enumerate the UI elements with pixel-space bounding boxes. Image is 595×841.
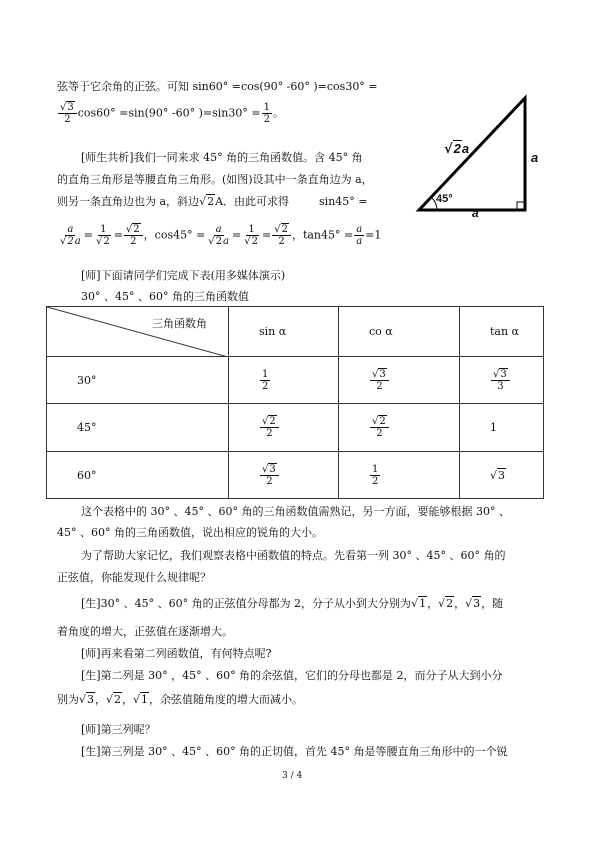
- table-header-row: [47, 307, 544, 357]
- para8-line1: [师]第三列呢？: [81, 723, 156, 736]
- sqrt-1: √1: [133, 693, 149, 706]
- row-sin: $\frac{√2}{2}$: [229, 404, 339, 452]
- para1-line2-text: cos60° =sin(90° -60° )=sin30° =: [77, 106, 261, 120]
- sqrt-3: √3: [465, 597, 481, 610]
- fraction-a-over-a: $\frac{a}{a}$: [356, 224, 363, 247]
- fraction-1-over-sqrt2-cos: $\frac{1}{√2}$: [244, 224, 258, 247]
- para2-line2: 的直角三角形是等腰直角三角形。(如图)设其中一条直角边为 a，: [57, 173, 373, 186]
- isosceles-right-triangle-figure: [415, 94, 545, 214]
- table-row: [47, 404, 544, 452]
- trig-values-table: [46, 306, 544, 499]
- sqrt-2: √2: [438, 597, 454, 610]
- row-cos: $\frac{√3}{2}$: [339, 357, 460, 404]
- para7-line1: [生]第二列是 30° ，45° 、60° 角的余弦值，它们的分母也都是 2，而分子从大到小分: [81, 669, 503, 682]
- para5-line1: [生]30° 、45° 、60° 角的正弦值分母都为 2，分子从小到大分别为√1，√2，√3，随: [81, 597, 504, 610]
- para3-line2: 45° 、60° 角的三角函数值，说出相应的锐角的大小。: [57, 526, 323, 539]
- para9-line1: [生]第三列是 30° 、45° 、60° 角的正切值，首先 45° 角是等腰直角三角形中的一个锐: [81, 745, 508, 758]
- fraction-a-over-sqrt2a: $\frac{a}{√2a}$: [60, 224, 81, 247]
- row-tan: 1: [460, 404, 544, 452]
- header-diag-label: 三角函数角: [152, 317, 207, 330]
- hypotenuse-label: √2a: [444, 141, 470, 157]
- row-sin: $\frac{√3}{2}$: [229, 452, 339, 499]
- row-tan: √3: [460, 452, 544, 499]
- formula-line: $\frac{a}{√2a}$ = $\frac{1}{√2}$ = $\frac{√2}{2}$ ，cos45° = $\frac{a}{√2a}$ = $\frac{1}{√2}$ = $\frac{√2}{2}$ ，tan45° = $\frac{a}{a}$ =1: [60, 224, 382, 247]
- para2-line3: 则另一条直角边也为 a，斜边√2A．由此可求得 sin45° =: [57, 195, 368, 208]
- sqrt-3: √3: [79, 693, 95, 706]
- para6-line1: [师]再来看第二列函数值，有何特点呢?: [81, 647, 272, 660]
- fraction-sqrt3-over-2: $\frac{√3}{2}$: [58, 102, 77, 125]
- intro-line1: [师]下面请同学们完成下表(用多媒体演示): [81, 269, 286, 282]
- para3-line1: 这个表格中的 30° 、45° 、60° 角的三角函数值需熟记，另一方面，要能够根据 30° 、: [81, 505, 510, 518]
- intro-line2: 30° 、45° 、60° 角的三角函数值: [81, 290, 249, 303]
- header-tan: tan α: [460, 307, 544, 357]
- fraction-sqrt2-over-2: $\frac{√2}{2}$: [124, 224, 143, 247]
- para4-line2: 正弦值，你能发现什么规律呢？: [57, 571, 211, 584]
- header-cos: co α: [339, 307, 460, 357]
- row-cos: $\frac{√2}{2}$: [339, 404, 460, 452]
- sqrt-1: √1: [411, 597, 427, 610]
- para2-line1: [师生共析]我们一同来求 45° 角的三角函数值。含 45° 角: [81, 151, 363, 164]
- row-sin: $\frac{1}{2}$: [229, 357, 339, 404]
- sqrt-2: √2: [106, 693, 122, 706]
- para1-line2: $\frac{√3}{2}$ cos60° =sin(90° -60° )=sin30° = $\frac{1}{2}$ 。: [60, 102, 284, 125]
- fraction-1-over-2: $\frac{1}{2}$: [263, 102, 270, 125]
- para4-line1: 为了帮助大家记忆，我们观察表格中函数值的特点。先看第一列 30° 、45° 、60° 角的: [81, 549, 506, 562]
- bottom-side-label: a: [472, 206, 479, 220]
- para1-line1: 弦等于它余角的正弦。可知 sin60° =cos(90° -60° )=cos30° =: [57, 80, 378, 93]
- row-angle: 30°: [47, 357, 229, 404]
- table-row: [47, 452, 544, 499]
- row-angle: 60°: [47, 452, 229, 499]
- fraction-a-over-sqrt2a-cos: $\frac{a}{√2a}$: [208, 224, 230, 247]
- angle-45-label: 45°: [436, 193, 453, 205]
- para7-line2: 别为√3，√2，√1，余弦值随角度的增大而减小。: [57, 693, 304, 706]
- page-number: 3 / 4: [282, 771, 303, 781]
- sqrt-2: √2: [199, 195, 215, 208]
- header-sin: sin α: [229, 307, 339, 357]
- row-angle: 45°: [47, 404, 229, 452]
- row-cos: $\frac{1}{2}$: [339, 452, 460, 499]
- table-row: [47, 357, 544, 404]
- right-side-label: a: [531, 150, 539, 165]
- fraction-1-over-sqrt2: $\frac{1}{√2}$: [95, 224, 110, 247]
- row-tan: $\frac{√3}{3}$: [460, 357, 544, 404]
- para5-line2: 着角度的增大，正弦值在逐渐增大。: [57, 625, 233, 638]
- table-header-diagonal-cell: [47, 307, 229, 357]
- fraction-sqrt2-over-2-cos: $\frac{√2}{2}$: [272, 224, 291, 247]
